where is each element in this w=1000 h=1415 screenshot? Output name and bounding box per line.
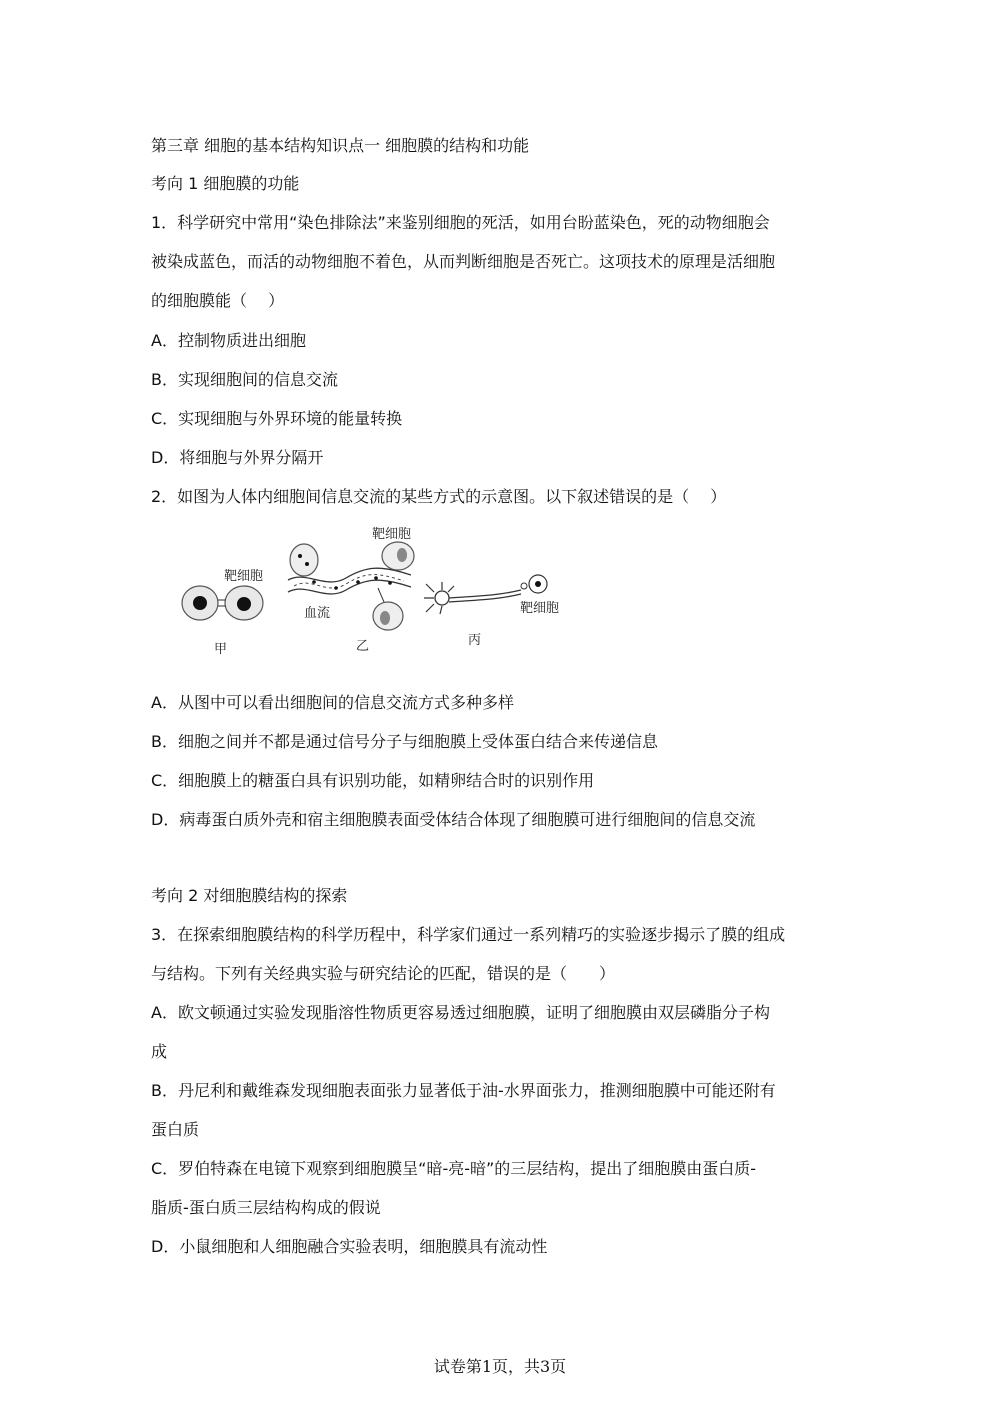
option-d: D．病毒蛋白质外壳和宿主细胞膜表面受体结合体现了细胞膜可进行细胞间的信息交流 [151,810,756,829]
option-a: A．从图中可以看出细胞间的信息交流方式多种多样 [151,693,514,712]
blood-flow-label: 血流 [304,606,331,621]
option-c: C．细胞膜上的糖蛋白具有识别功能，如精卵结合时的识别作用 [151,771,595,790]
panel-a-cells [182,586,263,620]
option-b-continued: 蛋白质 [151,1120,200,1139]
panel-c-label: 丙 [468,633,482,648]
question-stem-line: 1．科学研究中常用“染色排除法”来鉴别细胞的死活，如用台盼蓝染色，死的动物细胞会 [151,213,770,232]
question-stem-line: 的细胞膜能（ ） [151,291,285,310]
option-b: B．丹尼利和戴维森发现细胞表面张力显著低于油-水界面张力，推测细胞膜中可能还附有 [151,1081,776,1100]
option-a: A．欧文顿通过实验发现脂溶性物质更容易透过细胞膜，证明了细胞膜由双层磷脂分子构 [151,1003,770,1022]
option-c: C．实现细胞与外界环境的能量转换 [151,409,403,428]
target-cell-label-b: 靶细胞 [372,527,412,542]
option-a-continued: 成 [151,1042,168,1061]
question-stem-line: 3．在探索细胞膜结构的科学历程中，科学家们通过一系列精巧的实验逐步揭示了膜的组成 [151,925,786,944]
option-c: C．罗伯特森在电镜下观察到细胞膜呈“暗-亮-暗”的三层结构，提出了细胞膜由蛋白质- [151,1159,757,1178]
panel-a-label: 甲 [214,642,228,657]
option-b: B．细胞之间并不都是通过信号分子与细胞膜上受体蛋白结合来传递信息 [151,732,658,751]
option-b: B．实现细胞间的信息交流 [151,370,338,389]
option-a: A．控制物质进出细胞 [151,331,306,350]
option-c-continued: 脂质-蛋白质三层结构构成的假说 [151,1198,381,1217]
section-title-2: 考向 2 对细胞膜结构的探索 [151,886,348,905]
chapter-title: 第三章 细胞的基本结构知识点一 细胞膜的结构和功能 [151,136,530,155]
secreting-cell [290,544,318,576]
target-cell-label-a: 靶细胞 [224,569,264,584]
section-title-1: 考向 1 细胞膜的功能 [151,174,300,193]
target-cell-label-c: 靶细胞 [520,601,560,616]
option-d: D．小鼠细胞和人细胞融合实验表明，细胞膜具有流动性 [151,1237,548,1256]
question-stem-line: 被染成蓝色，而活的动物细胞不着色，从而判断细胞是否死亡。这项技术的原理是活细胞 [151,252,776,271]
panel-b-label: 乙 [356,639,370,654]
question-stem-line: 与结构。下列有关经典实验与研究结论的匹配，错误的是（ ） [151,964,616,983]
cell-signaling-figure [176,520,576,660]
page-footer: 试卷第1页，共3页 [433,1357,567,1376]
option-d: D．将细胞与外界分隔开 [151,448,324,467]
question-stem-line: 2．如图为人体内细胞间信息交流的某些方式的示意图。以下叙述错误的是（ ） [151,487,727,506]
